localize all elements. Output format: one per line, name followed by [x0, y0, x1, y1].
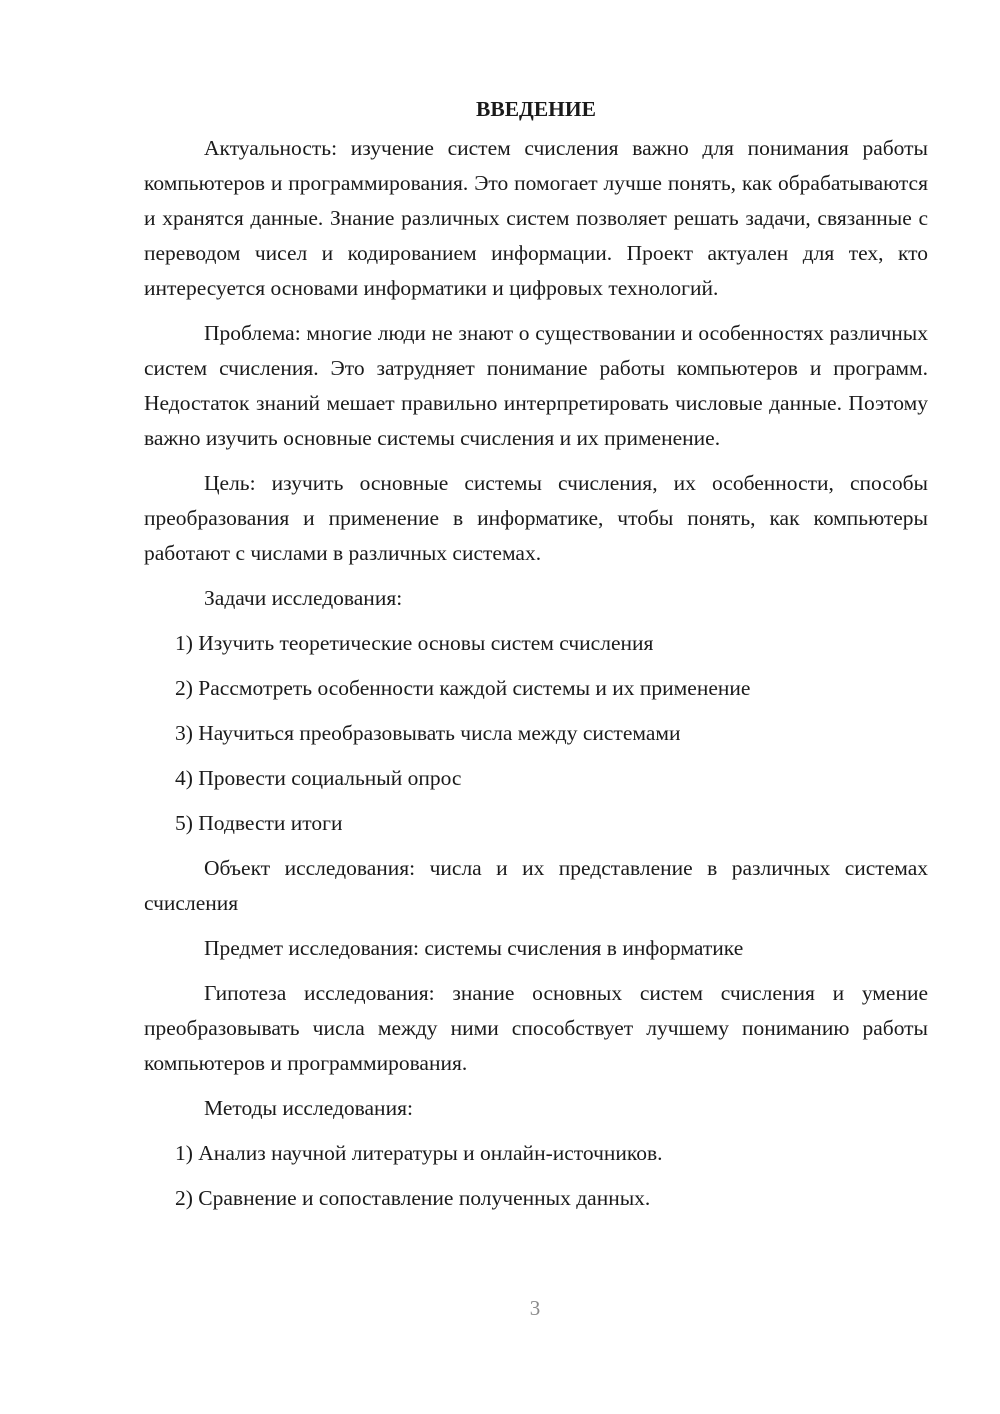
document-page	[144, 92, 928, 1226]
task-item-5: 5) Подвести итоги	[175, 811, 343, 835]
task-item-2: 2) Рассмотреть особенности каждой системы и их применение	[175, 676, 751, 700]
task-item-4: 4) Провести социальный опрос	[175, 766, 462, 790]
page-title: ВВЕДЕНИЕ	[476, 97, 596, 121]
methods-heading: Методы исследования:	[204, 1096, 413, 1120]
hypothesis-paragraph: Гипотеза исследования: знание основных систем счисления и умение преобразовывать числа между ними способствует лучшему пониманию работы компьютеров и программирования.	[144, 981, 928, 1075]
method-item-2: 2) Сравнение и сопоставление полученных данных.	[175, 1186, 651, 1210]
page-number: 3	[529, 1296, 541, 1320]
relevance-paragraph: Актуальность: изучение систем счисления важно для понимания работы компьютеров и программирования. Это помогает лучше понять, как обрабатываются и хранятся данные. Знание различных систем позволяет решать задачи, связанные с переводом чисел и кодированием информации. Проект актуален для тех, кто интересуется основами информатики и цифровых технологий.	[144, 136, 928, 300]
object-paragraph: Объект исследования: числа и их представление в различных системах счисления	[144, 856, 928, 915]
tasks-heading: Задачи исследования:	[204, 586, 403, 610]
method-item-1: 1) Анализ научной литературы и онлайн-источников.	[175, 1141, 663, 1165]
task-item-1: 1) Изучить теоретические основы систем счисления	[175, 631, 654, 655]
problem-paragraph: Проблема: многие люди не знают о существовании и особенностях различных систем счисления. Это затрудняет понимание работы компьютеров и программ. Недостаток знаний мешает правильно интерпретировать числовые данные. Поэтому важно изучить основные системы счисления и их применение.	[144, 321, 928, 450]
goal-paragraph: Цель: изучить основные системы счисления, их особенности, способы преобразования и применение в информатике, чтобы понять, как компьютеры работают с числами в различных системах.	[144, 471, 928, 565]
task-item-3: 3) Научиться преобразовывать числа между системами	[175, 721, 681, 745]
subject-paragraph: Предмет исследования: системы счисления в информатике	[204, 936, 744, 960]
